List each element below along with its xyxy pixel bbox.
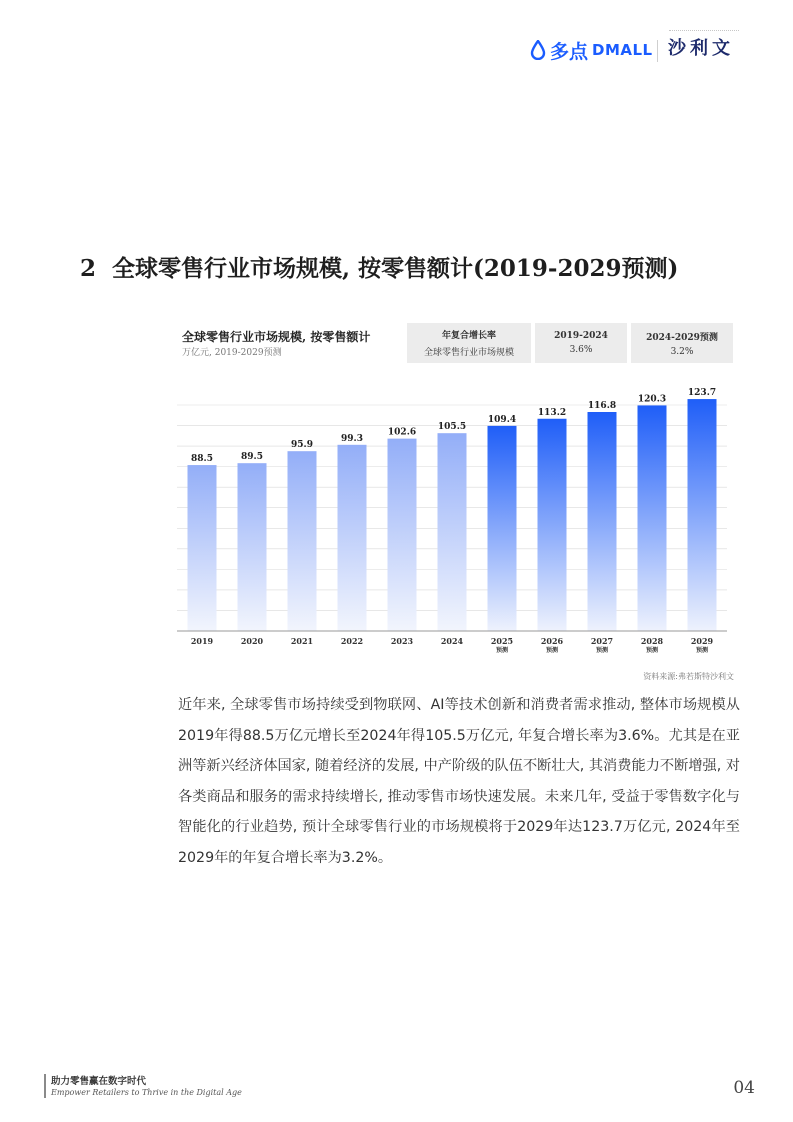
cagr-label-cell (407, 323, 531, 363)
cagr-period-cell (631, 323, 733, 363)
cagr-period-cell (535, 323, 627, 363)
page-number: 04 (733, 1078, 755, 1098)
cagr-value: 3.6% (569, 345, 593, 355)
dmall-logo-cn: 多点 (550, 40, 589, 63)
x-tick-note: 预测 (695, 647, 709, 654)
x-tick-note: 预测 (495, 647, 509, 654)
x-tick-label: 2025 (490, 636, 514, 646)
x-tick-label: 2022 (340, 636, 364, 646)
footer-tagline-cn: 助力零售赢在数字时代 (51, 1076, 147, 1087)
x-tick-label: 2024 (440, 636, 464, 646)
x-tick-label: 2026 (540, 636, 564, 646)
data-label-2029: 123.7 (687, 388, 717, 399)
bar-2028 (638, 405, 667, 631)
x-tick-label: 2027 (590, 636, 614, 646)
chart-title: 全球零售行业市场规模, 按零售额计 (182, 330, 371, 344)
x-tick-note: 预测 (545, 647, 559, 654)
data-label-2022: 99.3 (341, 433, 363, 444)
cagr-row-label: 全球零售行业市场规模 (423, 348, 514, 358)
x-tick-label: 2019 (190, 636, 214, 646)
x-tick-label: 2020 (240, 636, 264, 646)
data-label-2023: 102.6 (387, 427, 417, 438)
x-tick-label: 2023 (390, 636, 414, 646)
data-label-2019: 88.5 (191, 454, 213, 465)
section-title (80, 250, 678, 283)
bar-2025 (488, 426, 517, 631)
chart-source: 资料来源:弗若斯特沙利文 (643, 672, 734, 681)
cagr-header-label: 年复合增长率 (441, 331, 496, 341)
bar-2020 (238, 463, 267, 631)
section-title-text: 全球零售行业市场规模, 按零售额计(2019-2029预测) (112, 255, 679, 282)
data-label-2026: 113.2 (537, 407, 567, 418)
bar-chart (175, 380, 735, 660)
x-tick-label: 2029 (690, 636, 714, 646)
body-paragraph: 近年来, 全球零售市场持续受到物联网、AI等技术创新和消费者需求推动, 整体市场规模从2019年得88.5万亿元增长至2024年得105.5万亿元, 年复合增长率为3.6%。尤其是在亚洲等新兴经济体国家, 随着经济的发展, 中产阶级的队伍不断壮大, 其消费能力不断增强, 对各类商品和服务的需求持续增长, 推动零售市场快速发展。未来几年, 受益于零售数字化与智能化的行业趋势, 预计全球零售行业的市场规模将于2029年达123.7万亿元, 2024年至2029年的年复合增长率为3.2%。 (178, 697, 740, 866)
bar-2019 (188, 465, 217, 631)
water-drop-icon (530, 40, 546, 60)
section-number: 2 (80, 255, 97, 282)
bar-2023 (388, 439, 417, 631)
data-label-2021: 95.9 (291, 440, 313, 451)
partner-logo: 沙利文 (668, 38, 734, 59)
logo-divider (657, 40, 658, 62)
partner-logo-tagline (669, 30, 739, 32)
data-label-2024: 105.5 (437, 422, 467, 433)
chart-subtitle: 万亿元, 2019-2029预测 (182, 348, 282, 358)
bar-2026 (538, 419, 567, 631)
x-tick-label: 2028 (640, 636, 664, 646)
cagr-value: 3.2% (670, 346, 694, 357)
dmall-logo (530, 36, 653, 64)
footer-tagline-en: Empower Retailers to Thrive in the Digital Age (51, 1088, 242, 1097)
data-label-2025: 109.4 (487, 414, 517, 425)
x-tick-note: 预测 (595, 647, 609, 654)
bar-2027 (588, 412, 617, 631)
x-tick-note: 预测 (645, 647, 659, 654)
data-label-2028: 120.3 (637, 394, 667, 405)
data-label-2020: 89.5 (241, 452, 263, 463)
bar-2029 (688, 399, 717, 631)
x-tick-label: 2021 (290, 636, 314, 646)
dmall-logo-latin: DMALL (592, 41, 653, 59)
cagr-period: 2024-2029预测 (646, 332, 718, 343)
bar-2021 (288, 451, 317, 631)
cagr-period: 2019-2024 (554, 331, 608, 341)
footer-bar (44, 1074, 46, 1098)
data-label-2027: 116.8 (587, 401, 617, 411)
bar-2022 (338, 445, 367, 631)
bar-2024 (438, 433, 467, 631)
